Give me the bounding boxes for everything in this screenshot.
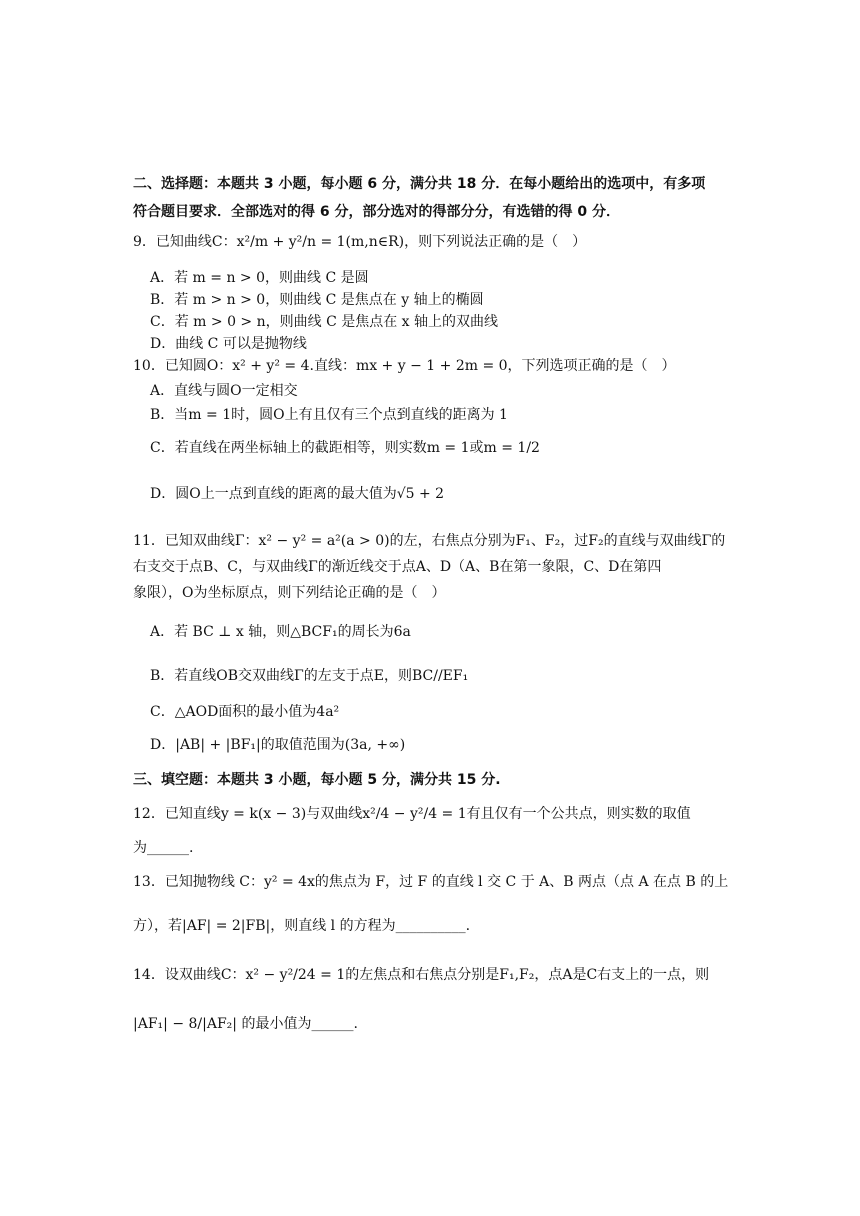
q10-stem: 10．已知圆O：x² + y² = 4.直线：mx + y − 1 + 2m = 0，下列选项正确的是（ ） — [133, 358, 676, 374]
q11-option-b: B．若直线OB交双曲线Γ的左支于点E，则BC//EF₁ — [150, 668, 469, 684]
q11-option-a: A．若 BC ⊥ x 轴，则△BCF₁的周长为6a — [150, 624, 411, 640]
q13-stem-line1: 13．已知抛物线 C：y² = 4x的焦点为 F，过 F 的直线 l 交 C 于 A、B 两点（点 A 在点 B 的上 — [133, 874, 729, 890]
q10-option-c: C．若直线在两坐标轴上的截距相等，则实数m = 1或m = 1/2 — [150, 440, 540, 456]
q11-option-d: D．|AB| + |BF₁|的取值范围为(3a, +∞) — [150, 737, 406, 753]
q9-stem: 9．已知曲线C：x²/m + y²/n = 1(m,n∈R)，则下列说法正确的是（ ） — [133, 234, 587, 250]
section2-header-line2: 符合题目要求．全部选对的得 6 分，部分选对的得部分分，有选错的得 0 分． — [133, 204, 620, 220]
q11-stem-line1: 11．已知双曲线Γ：x² − y² = a²(a > 0)的左，右焦点分别为F₁、F₂，过F₂的直线与双曲线Γ的 — [133, 533, 726, 549]
q13-stem-line2: 方），若|AF| = 2|FB|，则直线 l 的方程为__________. — [133, 918, 471, 934]
q11-option-c: C．△AOD面积的最小值为4a² — [150, 704, 340, 720]
q10-option-b: B．当m = 1时，圆O上有且仅有三个点到直线的距离为 1 — [150, 407, 508, 423]
q9-option-d: D．曲线 C 可以是抛物线 — [150, 336, 307, 352]
section3-header: 三、填空题：本题共 3 小题，每小题 5 分，满分共 15 分. — [133, 772, 501, 788]
section2-header-line1: 二、选择题：本题共 3 小题，每小题 6 分，满分共 18 分．在每小题给出的选项中，有多项 — [133, 176, 706, 192]
q9-option-b: B．若 m > n > 0，则曲线 C 是焦点在 y 轴上的椭圆 — [150, 292, 484, 308]
q11-stem-line3: 象限），O为坐标原点，则下列结论正确的是（ ） — [133, 585, 446, 601]
q9-option-c: C．若 m > 0 > n，则曲线 C 是焦点在 x 轴上的双曲线 — [150, 314, 499, 330]
q12-stem-line2: 为______. — [133, 840, 194, 856]
q12-stem-line1: 12．已知直线y = k(x − 3)与双曲线x²/4 − y²/4 = 1有且仅有一个公共点，则实数的取值 — [133, 806, 691, 822]
q9-option-a: A．若 m = n > 0，则曲线 C 是圆 — [150, 270, 369, 286]
q14-stem-line2: |AF₁| − 8/|AF₂| 的最小值为______. — [133, 1016, 358, 1032]
q11-stem-line2: 右支交于点B、C，与双曲线Γ的渐近线交于点A、D（A、B在第一象限，C、D在第四 — [133, 559, 662, 575]
q14-stem-line1: 14．设双曲线C：x² − y²/24 = 1的左焦点和右焦点分别是F₁,F₂，点A是C右支上的一点，则 — [133, 967, 710, 983]
q10-option-d: D．圆O上一点到直线的距离的最大值为√5 + 2 — [150, 486, 445, 502]
q10-option-a: A．直线与圆O一定相交 — [150, 383, 298, 399]
